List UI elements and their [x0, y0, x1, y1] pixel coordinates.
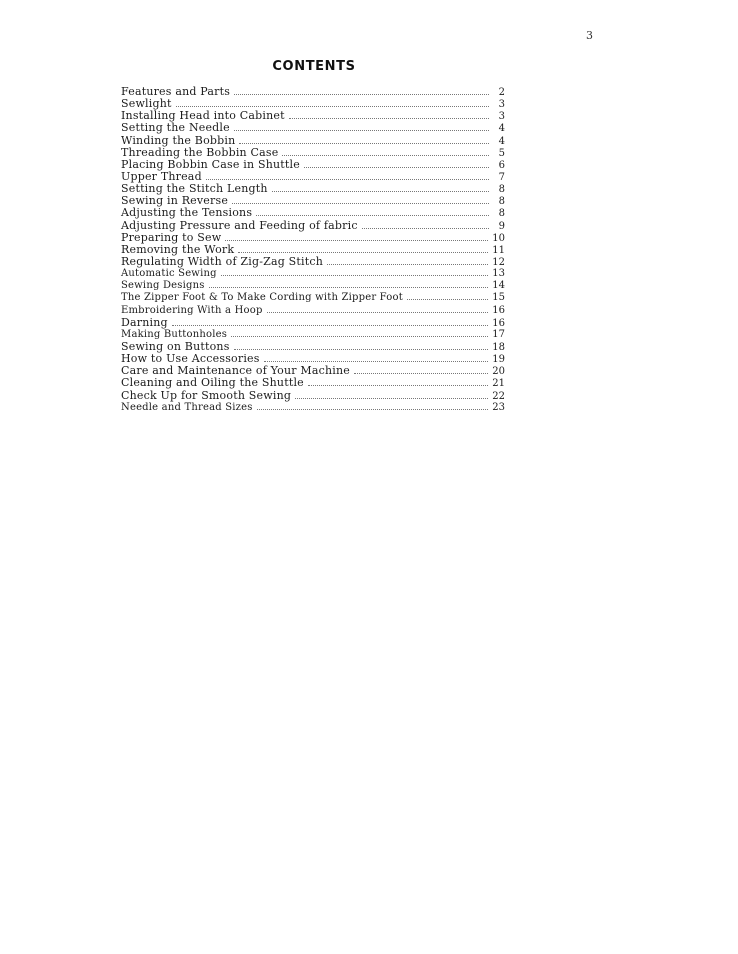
toc-entry-page: 4 [498, 135, 505, 147]
toc-entry-label: Setting the Stitch Length [121, 182, 268, 196]
toc-entry-page: 11 [492, 244, 505, 256]
toc-entry-label: Features and Parts [121, 85, 231, 98]
toc-entry [121, 135, 505, 147]
toc-entry-label: Adjusting Pressure and Feeding of fabric [121, 218, 358, 232]
toc-entry-page: 12 [492, 256, 505, 268]
toc-entry-label: Darning [121, 315, 168, 329]
dot-leader [308, 385, 488, 386]
toc-entry-label: Cleaning and Oiling the Shuttle [121, 376, 304, 390]
table-of-contents [121, 86, 505, 414]
toc-entry-page: 8 [498, 184, 505, 196]
toc-entry-label: Needle and Thread Sizes [121, 401, 253, 413]
toc-entry [121, 377, 505, 389]
dot-leader [234, 94, 489, 95]
page-number: 3 [586, 29, 593, 42]
toc-entry-page: 23 [492, 401, 505, 413]
toc-entry-label: Sewing on Buttons [121, 339, 230, 353]
toc-entry [121, 220, 505, 232]
dot-leader [225, 240, 488, 241]
dot-leader [354, 373, 488, 374]
toc-entry-label: Upper Thread [121, 169, 202, 183]
toc-entry-page: 16 [492, 304, 505, 316]
dot-leader [176, 106, 489, 107]
toc-entry [121, 402, 505, 414]
toc-entry-label: Placing Bobbin Case in Shuttle [121, 157, 300, 171]
toc-entry-label: The Zipper Foot & To Make Cording with Zipper Foot [121, 292, 403, 304]
dot-leader [407, 299, 488, 300]
toc-entry [121, 390, 505, 402]
toc-entry-page: 10 [492, 232, 505, 244]
toc-entry-label: Regulating Width of Zig-Zag Stitch [121, 254, 324, 268]
dot-leader [232, 203, 489, 204]
toc-entry [121, 268, 505, 280]
toc-entry [121, 122, 505, 134]
toc-entry-page: 16 [492, 317, 505, 329]
toc-entry [121, 292, 505, 304]
dot-leader [234, 130, 489, 131]
toc-entry [121, 280, 505, 292]
toc-entry-page: 20 [492, 366, 505, 378]
toc-entry-page: 2 [498, 87, 505, 98]
toc-entry-page: 22 [492, 390, 505, 402]
toc-entry [121, 232, 505, 244]
toc-entry-label: Removing the Work [121, 242, 235, 256]
toc-entry-page: 7 [498, 171, 505, 183]
toc-entry-label: Installing Head into Cabinet [121, 109, 285, 123]
toc-entry-label: Preparing to Sew [121, 230, 222, 244]
toc-entry-label: Automatic Sewing [121, 268, 217, 280]
toc-entry [121, 207, 505, 219]
dot-leader [238, 252, 488, 253]
toc-entry-page: 17 [492, 328, 505, 340]
toc-entry [121, 86, 505, 98]
toc-entry-page: 15 [492, 292, 505, 304]
dot-leader [209, 287, 489, 288]
toc-entry-page: 5 [498, 147, 505, 159]
toc-entry-label: Sewlight [121, 97, 172, 111]
toc-entry-label: Threading the Bobbin Case [121, 145, 279, 159]
dot-leader [256, 215, 489, 216]
toc-entry-page: 8 [498, 208, 505, 220]
dot-leader [221, 275, 489, 276]
dot-leader [267, 312, 489, 313]
toc-entry-label: Sewing Designs [121, 280, 205, 292]
toc-entry-page: 18 [492, 341, 505, 353]
toc-entry-label: Embroidering With a Hoop [121, 304, 263, 316]
toc-entry [121, 256, 505, 268]
toc-entry-page: 8 [498, 196, 505, 208]
dot-leader [295, 398, 488, 399]
dot-leader [231, 336, 488, 337]
dot-leader [172, 325, 489, 326]
toc-entry-label: Setting the Needle [121, 121, 230, 135]
toc-entry [121, 305, 505, 317]
dot-leader [304, 167, 489, 168]
dot-leader [239, 143, 489, 144]
toc-entry-page: 4 [498, 123, 505, 135]
dot-leader [272, 191, 489, 192]
page-title: CONTENTS [272, 59, 356, 74]
toc-entry-page: 13 [492, 268, 505, 280]
toc-entry [121, 317, 505, 329]
toc-entry-label: How to Use Accessories [121, 352, 260, 366]
dot-leader [289, 118, 489, 119]
dot-leader [206, 179, 489, 180]
toc-entry-page: 14 [492, 280, 505, 292]
dot-leader [362, 228, 489, 229]
toc-entry-label: Winding the Bobbin [121, 133, 236, 147]
toc-entry-label: Sewing in Reverse [121, 194, 229, 208]
dot-leader [257, 409, 489, 410]
toc-entry-page: 19 [492, 354, 505, 366]
toc-entry-label: Check Up for Smooth Sewing [121, 388, 292, 402]
toc-entry-label: Adjusting the Tensions [121, 206, 253, 220]
toc-entry-page: 21 [492, 378, 505, 390]
toc-entry-page: 3 [498, 99, 505, 111]
toc-entry-label: Making Buttonholes [121, 328, 228, 340]
dot-leader [282, 155, 489, 156]
dot-leader [264, 361, 489, 362]
toc-entry-page: 3 [498, 111, 505, 123]
dot-leader [327, 264, 488, 265]
toc-entry-page: 9 [498, 220, 505, 232]
toc-entry-page: 6 [498, 159, 505, 171]
dot-leader [234, 349, 489, 350]
toc-entry-label: Care and Maintenance of Your Machine [121, 364, 351, 378]
